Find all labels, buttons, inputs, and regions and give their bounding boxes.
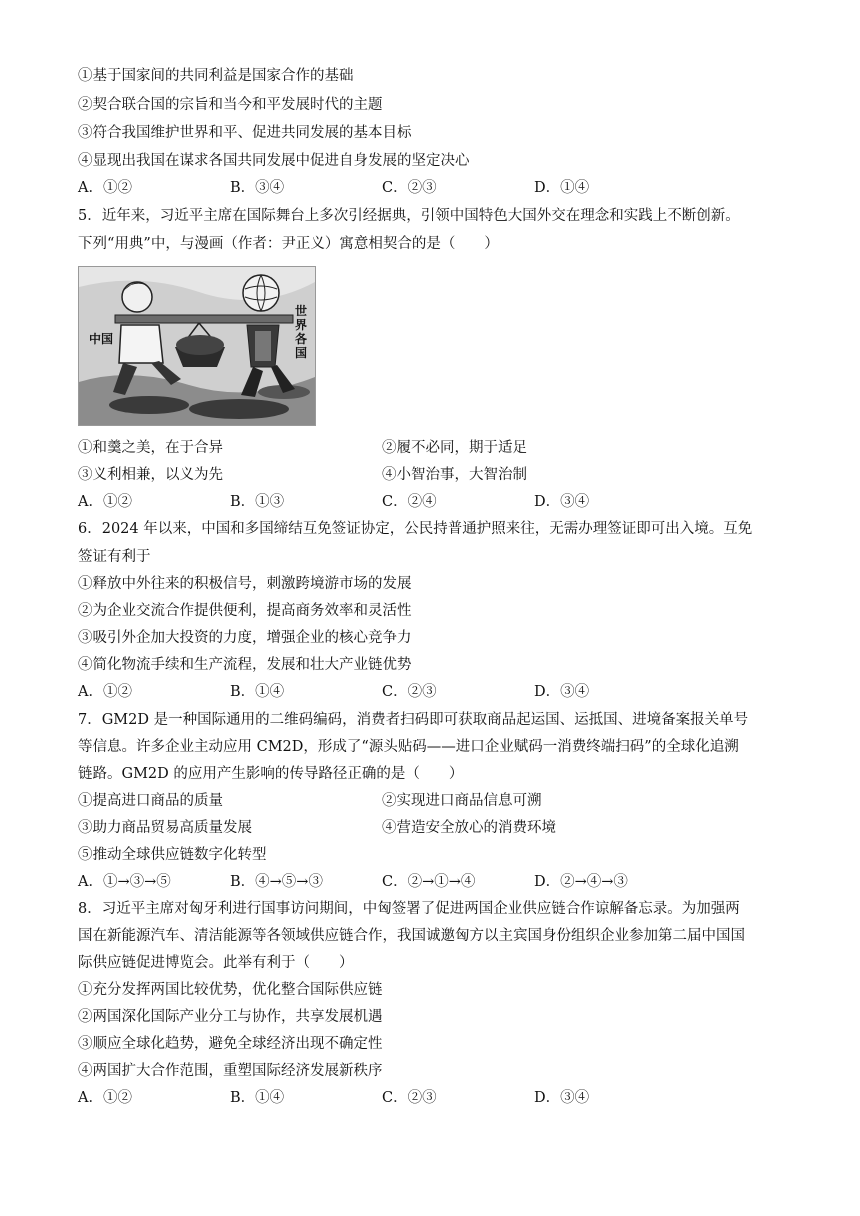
q5-option-c: C．②④ bbox=[382, 494, 437, 510]
q7-item-5: ⑤推动全球供应链数字化转型 bbox=[78, 847, 267, 863]
q5-option-b: B．①③ bbox=[230, 494, 285, 510]
q7-item-4: ④营造安全放心的消费环境 bbox=[382, 820, 556, 836]
q5-stem-1: 5．近年来，习近平主席在国际舞台上多次引经据典，引领中国特色大国外交在理念和实践上不断创新。 bbox=[78, 208, 740, 224]
cartoon-label-world-4: 国 bbox=[295, 346, 308, 360]
cartoon-label-china: 中国 bbox=[89, 332, 114, 346]
q8-item-4: ④两国扩大合作范围，重塑国际经济发展新秩序 bbox=[78, 1063, 383, 1079]
q5-option-d: D．③④ bbox=[534, 494, 590, 510]
q5-item-4: ④小智治事，大智治制 bbox=[382, 467, 527, 483]
q4-option-b: B．③④ bbox=[230, 180, 285, 196]
q4-item-4: ④显现出我国在谋求各国共同发展中促进自身发展的坚定决心 bbox=[78, 153, 470, 169]
q8-item-2: ②两国深化国际产业分工与协作，共享发展机遇 bbox=[78, 1009, 383, 1025]
q7-option-c: C．②→①→④ bbox=[382, 874, 476, 890]
q7-stem-2: 等信息。许多企业主动应用 CM2D，形成了“源头贴码——进口企业赋码一消费终端扫码”的全球化追溯 bbox=[78, 739, 739, 755]
q8-stem-3: 际供应链促进博览会。此举有利于（ ） bbox=[78, 955, 354, 971]
q4-option-c: C．②③ bbox=[382, 180, 437, 196]
q4-item-1: ①基于国家间的共同利益是国家合作的基础 bbox=[78, 68, 354, 84]
q7-item-3: ③助力商品贸易高质量发展 bbox=[78, 820, 252, 836]
q6-item-4: ④简化物流手续和生产流程，发展和壮大产业链优势 bbox=[78, 657, 412, 673]
q6-option-c: C．②③ bbox=[382, 684, 437, 700]
q4-option-a: A．①② bbox=[78, 180, 132, 196]
q5-stem-2: 下列“用典”中，与漫画（作者：尹正义）寓意相契合的是（ ） bbox=[78, 236, 499, 252]
cartoon-label-world-1: 世 bbox=[295, 304, 308, 318]
q6-stem-1: 6．2024 年以来，中国和多国缔结互免签证协定，公民持普通护照来往，无需办理签证即可出入境。互免 bbox=[78, 521, 753, 537]
cartoon-label-world-2: 界 bbox=[295, 318, 308, 332]
q8-option-d: D．③④ bbox=[534, 1090, 590, 1106]
q7-option-a: A．①→③→⑤ bbox=[78, 874, 171, 890]
q8-item-1: ①充分发挥两国比较优势，优化整合国际供应链 bbox=[78, 982, 383, 998]
q6-stem-2: 签证有利于 bbox=[78, 549, 151, 565]
q7-stem-1: 7．GM2D 是一种国际通用的二维码编码，消费者扫码即可获取商品起运国、运抵国、进境备案报关单号 bbox=[78, 712, 749, 728]
q5-option-a: A．①② bbox=[78, 494, 132, 510]
q7-stem-3: 链路。GM2D 的应用产生影响的传导路径正确的是（ ） bbox=[78, 766, 464, 782]
q6-item-3: ③吸引外企加大投资的力度，增强企业的核心竞争力 bbox=[78, 630, 412, 646]
q8-stem-1: 8．习近平主席对匈牙利进行国事访问期间，中匈签署了促进两国企业供应链合作谅解备忘录。为加强两 bbox=[78, 901, 740, 917]
q8-stem-2: 国在新能源汽车、清洁能源等各领域供应链合作，我国诚邀匈方以主宾国身份组织企业参加第二届中国国 bbox=[78, 928, 745, 944]
q6-item-1: ①释放中外往来的积极信号，刺激跨境游市场的发展 bbox=[78, 576, 412, 592]
q8-option-a: A．①② bbox=[78, 1090, 132, 1106]
q5-item-3: ③义利相兼，以义为先 bbox=[78, 467, 223, 483]
q6-option-b: B．①④ bbox=[230, 684, 285, 700]
q8-option-c: C．②③ bbox=[382, 1090, 437, 1106]
cartoon-label-world-3: 各 bbox=[295, 332, 308, 346]
q6-item-2: ②为企业交流合作提供便利，提高商务效率和灵活性 bbox=[78, 603, 412, 619]
q7-item-2: ②实现进口商品信息可溯 bbox=[382, 793, 542, 809]
cartoon-image bbox=[78, 266, 316, 426]
q7-option-b: B．④→⑤→③ bbox=[230, 874, 323, 890]
q6-option-d: D．③④ bbox=[534, 684, 590, 700]
q8-item-3: ③顺应全球化趋势，避免全球经济出现不确定性 bbox=[78, 1036, 383, 1052]
q5-item-2: ②履不必同，期于适足 bbox=[382, 440, 527, 456]
q8-option-b: B．①④ bbox=[230, 1090, 285, 1106]
q4-option-d: D．①④ bbox=[534, 180, 590, 196]
q6-option-a: A．①② bbox=[78, 684, 132, 700]
q7-item-1: ①提高进口商品的质量 bbox=[78, 793, 223, 809]
cartoon-drawing bbox=[79, 267, 315, 425]
q5-item-1: ①和羹之美，在于合异 bbox=[78, 440, 223, 456]
q7-option-d: D．②→④→③ bbox=[534, 874, 628, 890]
q4-item-2: ②契合联合国的宗旨和当今和平发展时代的主题 bbox=[78, 97, 383, 113]
q4-item-3: ③符合我国维护世界和平、促进共同发展的基本目标 bbox=[78, 125, 412, 141]
